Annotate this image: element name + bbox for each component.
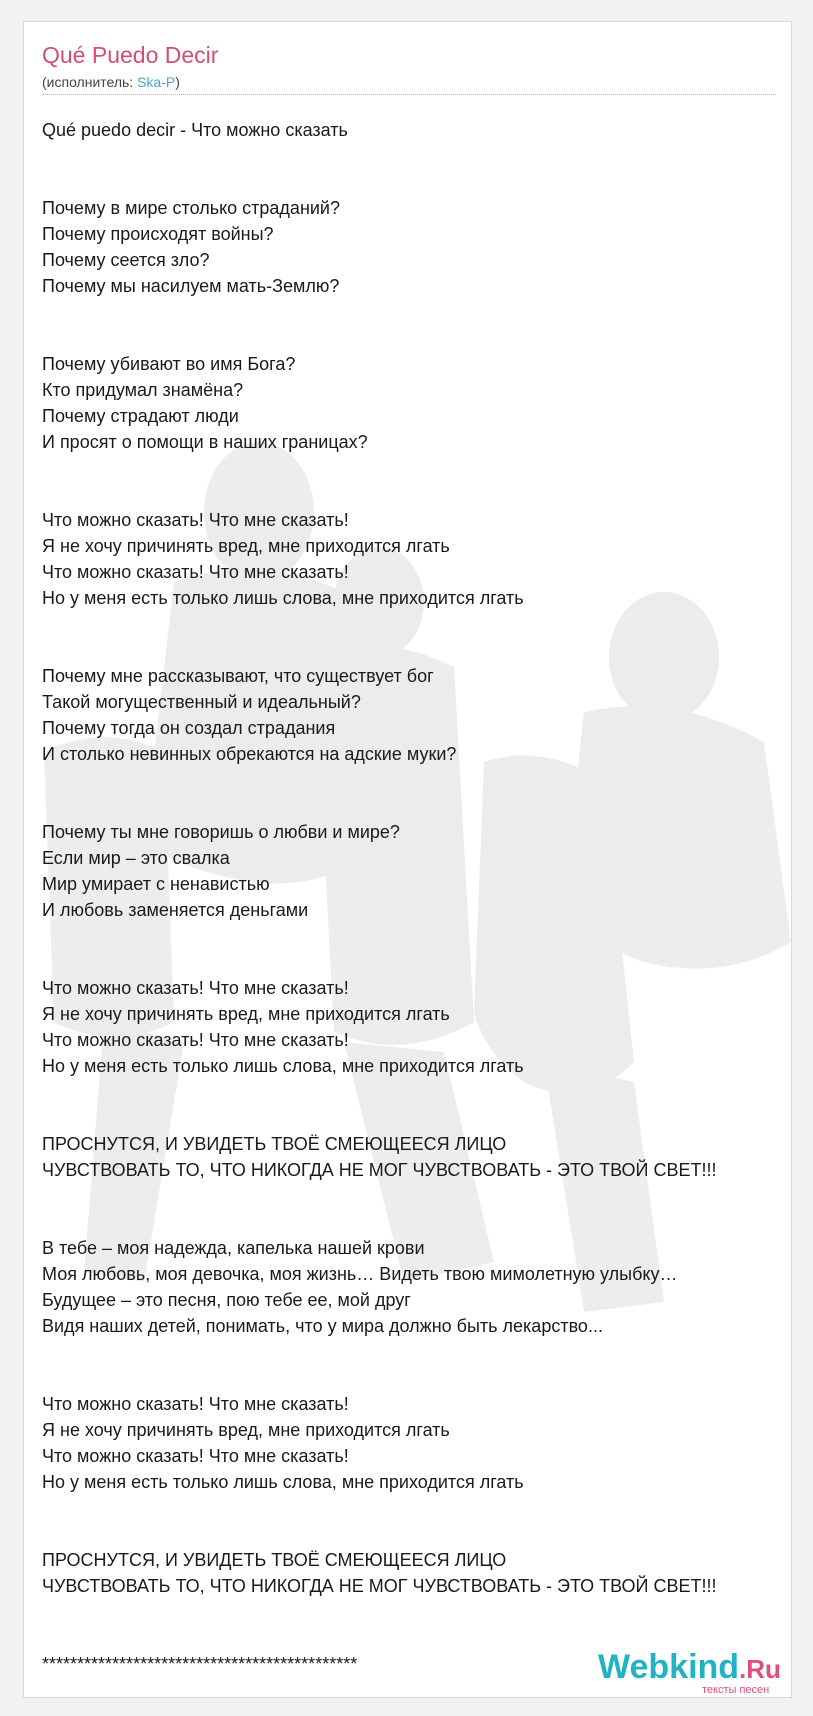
lyrics-stanza — [42, 1391, 716, 1495]
song-title: Qué Puedo Decir — [42, 42, 219, 68]
lyric-line: ЧУВСТВОВАТЬ ТО, ЧТО НИКОГДА НЕ МОГ ЧУВСТВОВАТЬ - ЭТО ТВОЙ СВЕТ!!! — [42, 1160, 717, 1180]
lyric-line: Почему тогда он создал страдания — [42, 718, 336, 738]
lyric-line: В тебе – моя надежда, капелька нашей крови — [42, 1238, 425, 1258]
lyric-line: ЧУВСТВОВАТЬ ТО, ЧТО НИКОГДА НЕ МОГ ЧУВСТВОВАТЬ - ЭТО ТВОЙ СВЕТ!!! — [42, 1576, 717, 1596]
stanza-gap — [42, 1079, 716, 1131]
lyric-line: И просят о помощи в наших границах? — [42, 432, 368, 452]
lyric-line: Что можно сказать! Что мне сказать! — [42, 510, 349, 530]
lyric-line: Что можно сказать! Что мне сказать! — [42, 562, 349, 582]
lyrics-stanza — [42, 819, 716, 923]
artist-line — [42, 74, 180, 90]
stanza-gap — [42, 1183, 716, 1235]
stanza-gap — [42, 767, 716, 819]
lyric-line: И любовь заменяется деньгами — [42, 900, 309, 920]
lyrics-stanza — [42, 351, 716, 455]
artist-suffix: ) — [175, 74, 180, 90]
lyrics-stanza — [42, 1131, 716, 1183]
lyric-line: Что можно сказать! Что мне сказать! — [42, 1446, 349, 1466]
lyric-line: ********************************************* — [42, 1654, 358, 1674]
lyrics-heading: Qué puedo decir - Что можно сказать — [42, 120, 348, 140]
stanza-gap — [42, 143, 716, 195]
lyric-line: Почему сеется зло? — [42, 250, 210, 270]
lyric-line: Почему мы насилуем мать-Землю? — [42, 276, 340, 296]
lyric-line: Что можно сказать! Что мне сказать! — [42, 978, 349, 998]
stanza-gap — [42, 1495, 716, 1547]
lyric-line: Что можно сказать! Что мне сказать! — [42, 1394, 349, 1414]
logo-tagline: тексты песен — [702, 1684, 770, 1696]
lyric-line: Что можно сказать! Что мне сказать! — [42, 1030, 349, 1050]
lyrics-stanza — [42, 1235, 716, 1339]
logo-wordmark — [598, 1647, 781, 1689]
lyrics-stanza — [42, 1547, 716, 1599]
stanza-gap — [42, 1599, 716, 1651]
stanza-gap — [42, 455, 716, 507]
lyric-line: Почему ты мне говоришь о любви и мире? — [42, 822, 400, 842]
lyrics-card — [23, 21, 792, 1698]
site-logo[interactable] — [598, 1647, 783, 1697]
lyrics-stanza — [42, 663, 716, 767]
stanza-gap — [42, 1339, 716, 1391]
lyric-line: Мир умирает с ненавистью — [42, 874, 270, 894]
lyric-line: Кто придумал знамёна? — [42, 380, 244, 400]
lyric-line: Я не хочу причинять вред, мне приходится лгать — [42, 536, 450, 556]
stanza-gap — [42, 299, 716, 351]
lyric-line: Я не хочу причинять вред, мне приходится лгать — [42, 1420, 450, 1440]
lyric-line: Видя наших детей, понимать, что у мира должно быть лекарство... — [42, 1316, 603, 1336]
lyrics-stanza — [42, 195, 716, 299]
stanza-gap — [42, 923, 716, 975]
lyric-line: ПРОСНУТСЯ, И УВИДЕТЬ ТВОЁ СМЕЮЩЕЕСЯ ЛИЦО — [42, 1550, 507, 1570]
lyric-line: Но у меня есть только лишь слова, мне приходится лгать — [42, 588, 524, 608]
lyric-line: Почему в мире столько страданий? — [42, 198, 341, 218]
header-divider — [42, 94, 776, 95]
stanza-gap — [42, 611, 716, 663]
lyric-line: Я не хочу причинять вред, мне приходится лгать — [42, 1004, 450, 1024]
artist-link[interactable]: Ska-P — [137, 74, 176, 90]
lyrics-stanza — [42, 975, 716, 1079]
lyric-line: Почему страдают люди — [42, 406, 239, 426]
logo-tld: .Ru — [739, 1654, 781, 1684]
lyric-line: Если мир – это свалка — [42, 848, 230, 868]
lyric-line: Но у меня есть только лишь слова, мне приходится лгать — [42, 1056, 524, 1076]
lyric-line: Почему мне рассказывают, что существует бог — [42, 666, 434, 686]
lyrics-body — [42, 117, 716, 1677]
lyric-line: Моя любовь, моя девочка, моя жизнь… Видеть твою мимолетную улыбку… — [42, 1264, 678, 1284]
lyric-line: И столько невинных обрекаются на адские муки? — [42, 744, 457, 764]
lyric-line: Будущее – это песня, пою тебе ее, мой друг — [42, 1290, 411, 1310]
lyric-line: Такой могущественный и идеальный? — [42, 692, 361, 712]
lyric-line: Почему происходят войны? — [42, 224, 274, 244]
artist-prefix: (исполнитель: — [42, 74, 138, 90]
lyric-line: Почему убивают во имя Бога? — [42, 354, 296, 374]
lyric-line: ПРОСНУТСЯ, И УВИДЕТЬ ТВОЁ СМЕЮЩЕЕСЯ ЛИЦО — [42, 1134, 507, 1154]
logo-brand: Webkind — [598, 1648, 740, 1686]
lyrics-stanza — [42, 507, 716, 611]
lyric-line: Но у меня есть только лишь слова, мне приходится лгать — [42, 1472, 524, 1492]
